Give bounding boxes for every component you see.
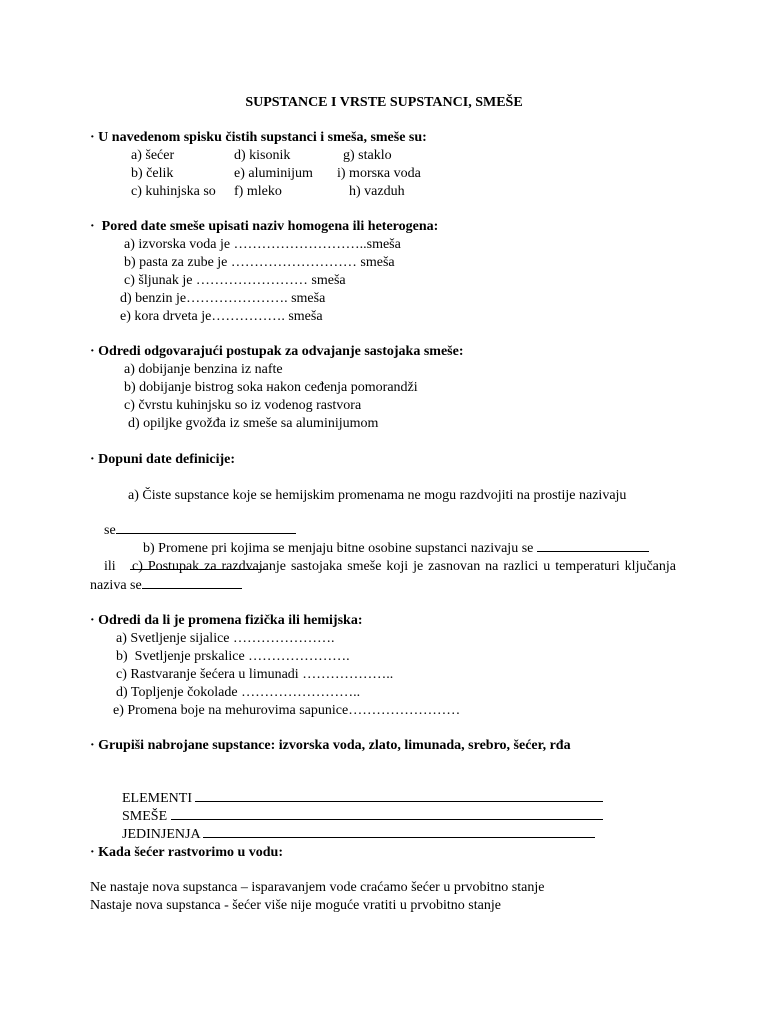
q2-item: e) kora drveta je……………. smeša <box>120 309 323 324</box>
question-7-heading: · Kada šećer rastvorimo u vodu: <box>90 845 284 860</box>
q1-option: f) mleko <box>234 184 282 199</box>
q3-item: c) čvrstu kuhinjsku so iz vodenog rastvora <box>124 398 362 413</box>
q4-definition-a <box>90 487 676 505</box>
q4-b-or: ili <box>104 559 116 574</box>
q1-option: i) morsкa voda <box>337 166 421 181</box>
answer-blank[interactable] <box>203 825 595 838</box>
q1-option: b) čelik <box>131 166 174 181</box>
q5-item: d) Topljenje čokolade …………………….. <box>116 685 361 700</box>
q5-item: b) Svetljenje prskalice …………………. <box>116 649 350 664</box>
q2-item: d) benzin je…………………. smeša <box>120 291 326 306</box>
question-2-heading: · Pored date smeše upisati naziv homogena ili heterogena: <box>90 219 439 234</box>
question-4-heading: · Dopuni date definicije: <box>90 452 236 467</box>
q4-definition-c <box>90 558 676 595</box>
question-5-heading: · Odredi da li je promena fizička ili hemijska: <box>90 613 363 628</box>
page-title: SUPSTANCE I VRSTE SUPSTANCI, SMEŠE <box>245 95 523 110</box>
q3-item: d) opiljke gvožđa iz smeše sa aluminijumom <box>128 416 379 431</box>
q4-a-text: a) Čiste supstance koje se hemijskim promenama ne mogu razdvojiti na prostije nazivaju <box>128 488 627 503</box>
q1-option: a) šećer <box>131 148 175 163</box>
q2-item: c) šljunak je …………………… smeša <box>124 273 346 288</box>
q7-option[interactable]: Ne nastaje nova supstanca – isparavanjem vode craćamo šećer u prvobitno stanje <box>90 880 545 895</box>
answer-blank[interactable] <box>537 539 649 552</box>
q7-option[interactable]: Nastaje nova supstanca - šećer više nije moguće vratiti u prvobitno stanje <box>90 898 501 913</box>
question-1-heading: · U navedenom spisku čistih supstanci i smeša, smeše su: <box>90 130 427 145</box>
q2-item: b) pasta za zube je ……………………… smeša <box>124 255 395 270</box>
group-label: ELEMENTI <box>122 791 192 806</box>
q4-b-text: b) Promene pri kojima se menjaju bitne osobine supstanci nazivaju se <box>143 541 534 556</box>
group-label: JEDINJENJA <box>122 827 200 842</box>
q1-option: e) aluminijum <box>234 166 313 181</box>
q3-item: a) dobijanje benzina iz nafte <box>124 362 283 377</box>
q1-option: c) kuhinjska so <box>131 184 216 199</box>
question-3-heading: · Odredi odgovarajući postupak za odvajanje sastojaka smeše: <box>90 344 464 359</box>
q5-item: e) Promena boje na mehurovima sapunice…………………… <box>113 703 461 718</box>
question-6-heading: · Grupiši nabrojane supstance: izvorska voda, zlato, limunada, srebro, šećer, rđa <box>90 738 571 753</box>
q3-item: b) dobijanje bistrog soka нakon ceđenja pomorandži <box>124 380 418 395</box>
answer-blank[interactable] <box>142 576 242 589</box>
q1-option: g) staklo <box>343 148 392 163</box>
group-label: SMEŠE <box>122 809 168 824</box>
q5-item: a) Svetljenje sijalice …………………. <box>116 631 335 646</box>
q4-a-end: se <box>104 523 116 538</box>
q5-item: c) Rastvaranje šećera u limunadi ……………….. <box>116 667 394 682</box>
q4-c-text: c) Postupak za razdvajanje sastojaka smeše koji je zasnovan na razlici u temperaturi ključanja naziva se <box>90 559 676 593</box>
q2-item: a) izvorska voda je ………………………..smeša <box>124 237 401 252</box>
q1-option: h) vazduh <box>349 184 405 199</box>
q1-option: d) kisonik <box>234 148 291 163</box>
